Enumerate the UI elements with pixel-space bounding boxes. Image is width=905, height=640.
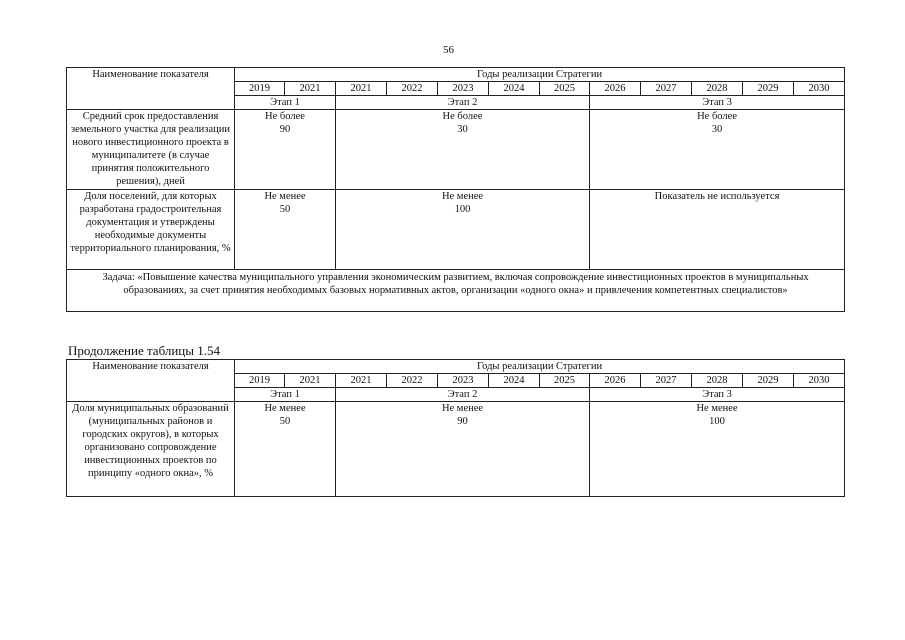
stage-1-value [235,110,336,190]
value-number: 100 [454,204,471,215]
value-label: Не более [442,111,483,122]
year-cell: 2030 [794,374,845,388]
year-cell: 2025 [540,374,590,388]
stage-3-value [590,190,845,270]
year-cell: 2027 [641,374,692,388]
year-cell: 2025 [540,82,590,96]
table-caption: Продолжение таблицы 1.54 [68,343,220,358]
year-cell: 2027 [641,82,692,96]
year-cell: 2026 [590,82,641,96]
year-cell: 2022 [387,82,438,96]
year-cell: 2029 [743,374,794,388]
year-cell: 2021 [285,82,336,96]
header-years-title: Годы реализации Стратегии [235,360,845,374]
value-label: Не менее [696,403,738,414]
year-cell: 2023 [438,374,489,388]
stage-2-header: Этап 2 [336,96,590,110]
year-cell: 2021 [336,374,387,388]
value-number: 50 [279,204,291,215]
value-label: Не менее [441,191,484,202]
table-row [67,110,845,190]
value-number: 100 [709,416,725,427]
year-cell: 2028 [692,374,743,388]
header-years-title: Годы реализации Стратегии [235,68,845,82]
stage-3-value [590,110,845,190]
value-label: Показатель не используется [654,191,780,202]
value-label: Не менее [441,403,484,414]
value-number: 30 [457,124,468,135]
year-cell: 2019 [235,374,285,388]
value-label: Не менее [264,403,306,414]
stage-2-header: Этап 2 [336,388,590,402]
value-number: 90 [457,416,468,427]
stage-1-value [235,402,336,497]
value-number: 90 [279,124,291,135]
year-cell: 2021 [285,374,336,388]
indicator-name: Доля поселений, для которых разработана градостроительная документация и утверждены необходимые документы территориального планирования, % [67,190,235,270]
indicator-name: Доля муниципальных образований (муниципальных районов и городских округов), в которых организовано сопровождение инвестиционных проектов по принципу «одного окна», % [67,402,235,497]
year-cell: 2026 [590,374,641,388]
year-cell: 2022 [387,374,438,388]
indicators-table [66,67,845,312]
value-label: Не менее [264,191,306,202]
table-row [67,190,845,270]
stage-1-value [235,190,336,270]
stage-2-value [336,190,590,270]
value-number: 30 [711,124,723,135]
year-cell: 2024 [489,82,540,96]
stage-2-value [336,402,590,497]
stage-1-header: Этап 1 [235,388,336,402]
value-number: 50 [279,416,291,427]
stage-1-header: Этап 1 [235,96,336,110]
header-name-column: Наименование показателя [67,360,235,402]
year-cell: 2028 [692,82,743,96]
value-label: Не более [265,111,305,122]
task-row [67,270,845,312]
indicators-table-continuation [66,359,845,497]
indicator-name: Средний срок предоставления земельного участка для реализации нового инвестиционного проекта в муниципалитете (в случае принятия положительного решения), дней [67,110,235,190]
stage-3-header: Этап 3 [590,388,845,402]
year-cell: 2021 [336,82,387,96]
stage-3-header: Этап 3 [590,96,845,110]
task-text: Задача: «Повышение качества муниципального управления экономическим развитием, включая сопровождение инвестиционных проектов в муниципальных образованиях, за счет принятия необходимых базовых нормативных актов, организации «одного окна» и привлечения компетентных специалистов» [67,270,845,312]
year-cell: 2030 [794,82,845,96]
header-name-column: Наименование показателя [67,68,235,110]
year-cell: 2023 [438,82,489,96]
stage-3-value [590,402,845,497]
table-row [67,402,845,497]
stage-2-value [336,110,590,190]
year-cell: 2024 [489,374,540,388]
year-cell: 2019 [235,82,285,96]
value-label: Не более [697,111,737,122]
year-cell: 2029 [743,82,794,96]
page-number: 56 [443,44,454,56]
